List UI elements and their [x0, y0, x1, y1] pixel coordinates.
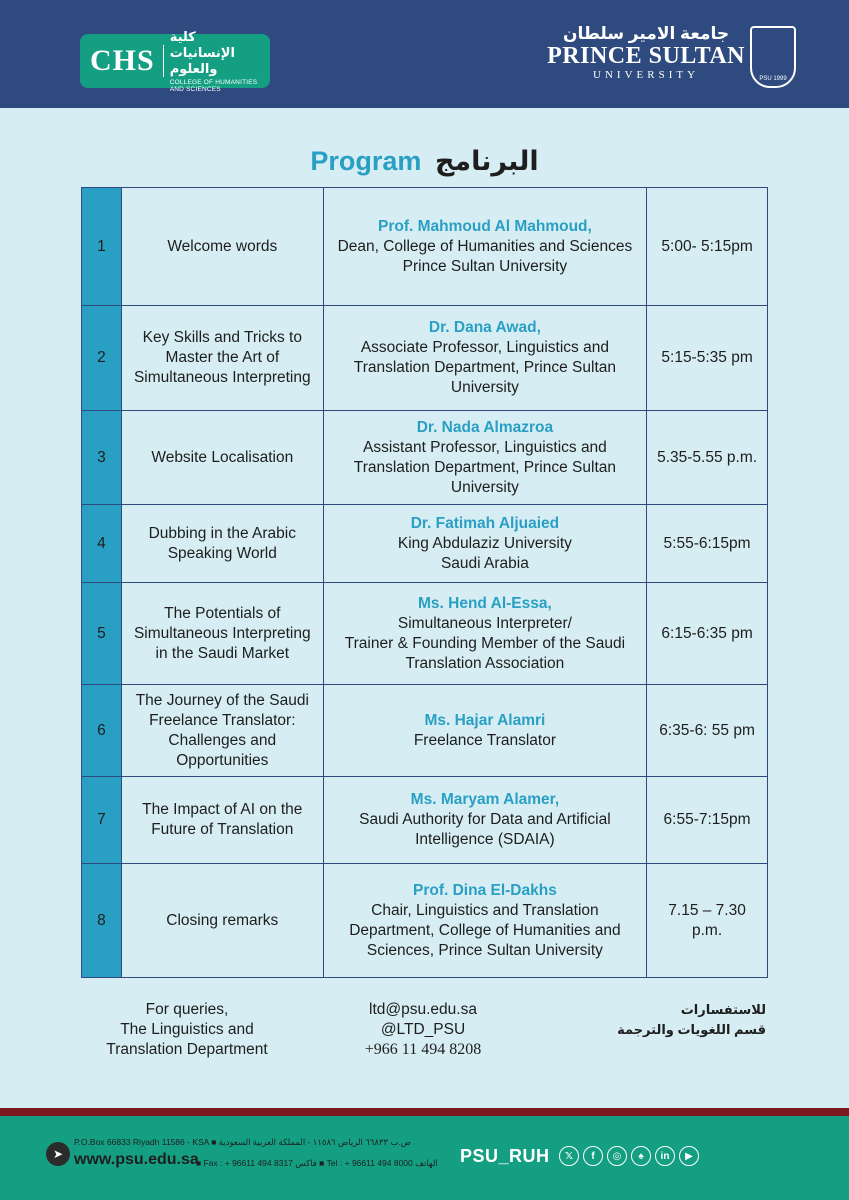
- session-speaker-cell: [323, 188, 646, 306]
- session-speaker-cell: [323, 583, 646, 685]
- session-number: 5: [82, 583, 122, 685]
- session-number: 2: [82, 306, 122, 411]
- session-topic: The Impact of AI on the Future of Translation: [121, 777, 323, 864]
- session-time: 5.35-5.55 p.m.: [647, 411, 768, 505]
- queries-arabic: [590, 1000, 766, 1040]
- session-time: 7.15 – 7.30 p.m.: [647, 864, 768, 978]
- session-speaker-cell: [323, 777, 646, 864]
- speaker-name: Ms. Maryam Alamer,: [410, 791, 560, 808]
- session-speaker-cell: [323, 411, 646, 505]
- session-topic: Dubbing in the Arabic Speaking World: [121, 505, 323, 583]
- snapchat-icon[interactable]: ♠: [631, 1146, 651, 1166]
- session-number: 1: [82, 188, 122, 306]
- session-time: 6:55-7:15pm: [647, 777, 768, 864]
- header-banner: [0, 0, 849, 108]
- speaker-name: Dr. Fatimah Aljuaied: [410, 514, 560, 532]
- youtube-icon[interactable]: ▶: [679, 1146, 699, 1166]
- queries-ar-line: قسم اللغويات والترجمة: [617, 1022, 766, 1037]
- chs-arabic-name: كلية الإنسانيات والعلوم: [169, 29, 235, 76]
- psu-arabic-name: جامعة الامير سلطان: [562, 24, 730, 43]
- footer-stripe: [0, 1108, 849, 1116]
- psu-name-line2: UNIVERSITY: [593, 69, 700, 81]
- table-row: [82, 777, 768, 864]
- speaker-role: King Abdulaziz University Saudi Arabia: [397, 534, 572, 572]
- footer-website-link[interactable]: www.psu.edu.sa: [74, 1151, 199, 1168]
- session-time: 6:15-6:35 pm: [647, 583, 768, 685]
- psu-emblem-text: PSU 1999: [759, 76, 787, 82]
- linkedin-icon[interactable]: in: [655, 1146, 675, 1166]
- session-topic: Welcome words: [121, 188, 323, 306]
- speaker-name: Ms. Hend Al-Essa,: [418, 594, 552, 612]
- queries-line: The Linguistics and: [120, 1021, 254, 1038]
- psu-logo: [547, 24, 745, 82]
- social-icons: [559, 1146, 699, 1166]
- session-number: 8: [82, 864, 122, 978]
- queries-contacts: [348, 1000, 498, 1060]
- psu-name-line1: PRINCE SULTAN: [547, 43, 745, 69]
- speaker-role: Associate Professor, Linguistics and Translation Department, Prince Sultan University: [353, 339, 616, 396]
- contact-email-link[interactable]: ltd@psu.edu.sa: [369, 1001, 477, 1018]
- session-speaker-cell: [323, 864, 646, 978]
- speaker-role: Saudi Authority for Data and Artificial Intelligence (SDAIA): [359, 811, 611, 848]
- program-title: [0, 146, 849, 177]
- table-row: [82, 685, 768, 777]
- speaker-name: Ms. Hajar Alamri: [424, 711, 546, 729]
- session-time: 5:55-6:15pm: [647, 505, 768, 583]
- table-row: [82, 306, 768, 411]
- cursor-arrow-icon: ➤: [46, 1142, 70, 1166]
- session-topic: Website Localisation: [121, 411, 323, 505]
- session-time: 5:00- 5:15pm: [647, 188, 768, 306]
- chs-logo: [80, 29, 270, 93]
- session-time: 5:15-5:35 pm: [647, 306, 768, 411]
- chs-mark: CHS: [90, 45, 164, 77]
- table-row: [82, 188, 768, 306]
- instagram-icon[interactable]: ◎: [607, 1146, 627, 1166]
- footer-address: P.O.Box 66833 Riyadh 11586 - KSA ■ ص.ب ٦٦٨٣٣ الرياض ١١٥٨٦ - المملكة العربية السعودية: [74, 1137, 412, 1147]
- speaker-role: Chair, Linguistics and Translation Department, College of Humanities and Sciences, Prince Sultan University: [349, 901, 621, 959]
- session-topic: Closing remarks: [121, 864, 323, 978]
- speaker-role: Freelance Translator: [413, 731, 556, 749]
- speaker-name: Prof. Dina El-Dakhs: [412, 881, 557, 899]
- session-number: 4: [82, 505, 122, 583]
- facebook-icon[interactable]: f: [583, 1146, 603, 1166]
- session-speaker-cell: [323, 685, 646, 777]
- session-number: 3: [82, 411, 122, 505]
- session-topic: The Journey of the Saudi Freelance Translator: Challenges and Opportunities: [121, 685, 323, 777]
- program-table: [81, 187, 768, 978]
- footer-phones: ■ Fax : + 96611 494 8317 فاكس ■ Tel : + 96611 494 8000 الهاتف: [196, 1158, 438, 1168]
- speaker-name: Dr. Nada Almazroa: [416, 418, 554, 436]
- table-row: [82, 505, 768, 583]
- chs-english-name: COLLEGE OF HUMANITIES AND SCIENCES: [169, 79, 258, 93]
- session-number: 6: [82, 685, 122, 777]
- table-row: [82, 411, 768, 505]
- session-topic: Key Skills and Tricks to Master the Art of Simultaneous Interpreting: [121, 306, 323, 411]
- queries-ar-line: للاستفسارات: [680, 1002, 766, 1017]
- program-title-arabic: البرنامج: [434, 146, 539, 176]
- speaker-role: Dean, College of Humanities and Sciences Prince Sultan University: [337, 237, 633, 275]
- contact-phone: +966 11 494 8208: [364, 1041, 482, 1058]
- speaker-name: Prof. Mahmoud Al Mahmoud,: [377, 217, 592, 235]
- queries-line: Translation Department: [106, 1041, 268, 1058]
- program-title-english: Program: [310, 146, 422, 176]
- x-icon[interactable]: 𝕏: [559, 1146, 579, 1166]
- queries-line: For queries,: [145, 1001, 229, 1018]
- session-number: 7: [82, 777, 122, 864]
- session-topic: The Potentials of Simultaneous Interpreting in the Saudi Market: [121, 583, 323, 685]
- contact-handle-link[interactable]: @LTD_PSU: [380, 1021, 466, 1038]
- session-time: 6:35-6: 55 pm: [647, 685, 768, 777]
- session-speaker-cell: [323, 306, 646, 411]
- speaker-name: Dr. Dana Awad,: [428, 319, 541, 336]
- table-row: [82, 583, 768, 685]
- session-speaker-cell: [323, 505, 646, 583]
- footer-social-handle: PSU_RUH: [460, 1146, 550, 1166]
- psu-emblem-icon: [750, 26, 796, 88]
- speaker-role: Simultaneous Interpreter/ Trainer & Founding Member of the Saudi Translation Association: [344, 614, 626, 672]
- speaker-role: Assistant Professor, Linguistics and Translation Department, Prince Sultan University: [353, 438, 616, 496]
- table-row: [82, 864, 768, 978]
- queries-english: [96, 1000, 278, 1060]
